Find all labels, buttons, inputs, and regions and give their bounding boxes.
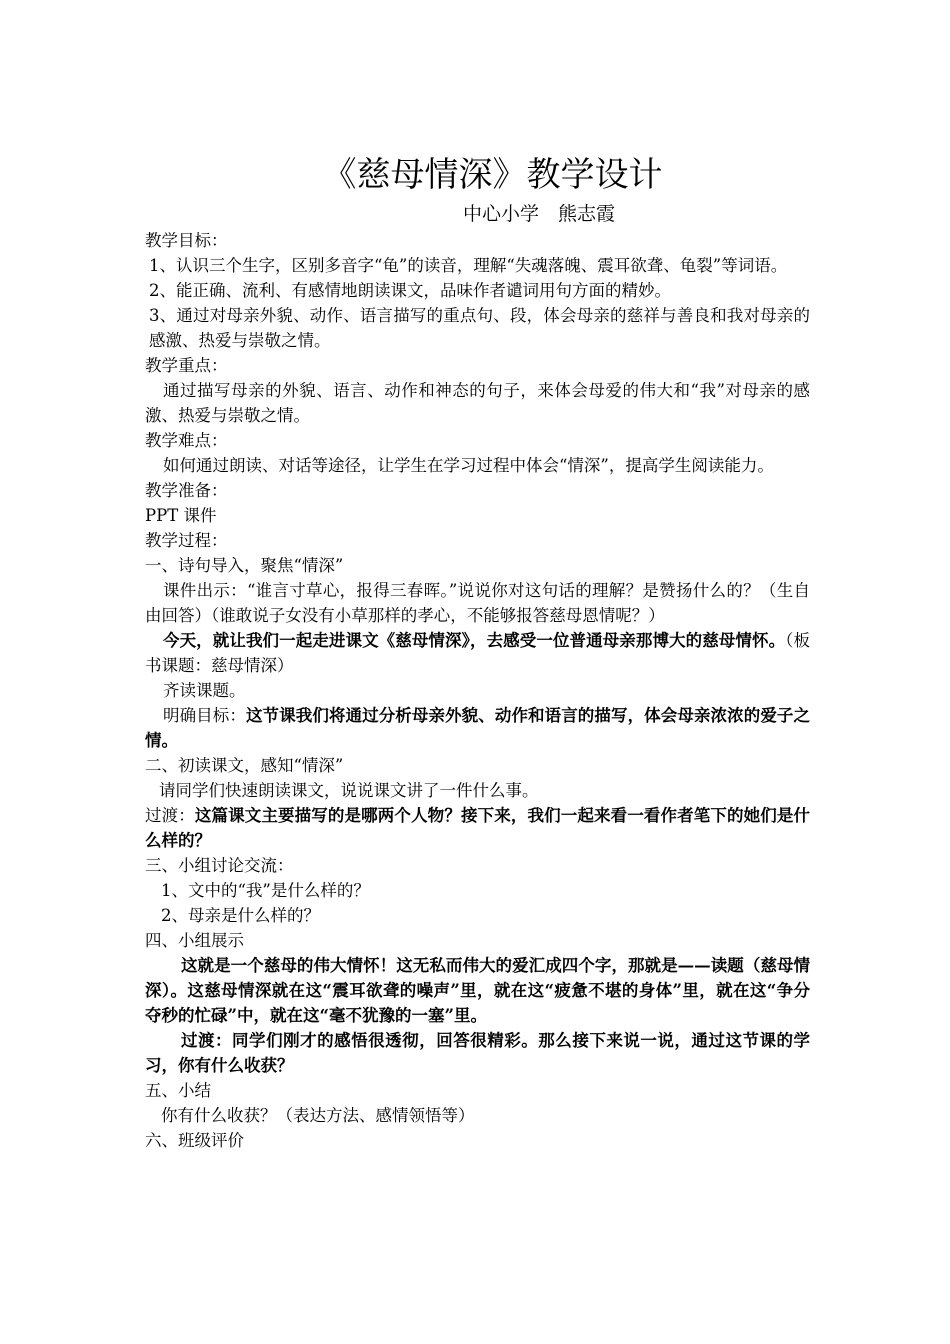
section-4-paragraph-1: 这就是一个慈母的伟大情怀！这无私而伟大的爱汇成四个字，那就是——读题（慈母情深）。这慈母情深就在这“震耳欲聋的噪声”里，就在这“疲惫不堪的身体”里，就在这“争分夺秒的忙碌”中，就在这“毫不犹豫的一塞”里。 (145, 956, 810, 1025)
section-1-paragraph-4 (145, 703, 810, 753)
process-heading: 教学过程： (145, 531, 228, 550)
section-1-paragraph-3: 齐读课题。 (163, 681, 246, 700)
difficulties-text: 如何通过朗读、对话等途径，让学生在学习过程中体会“情深”，提高学生阅读能力。 (163, 456, 774, 475)
section-1-heading: 一、诗句导入，聚焦“情深” (145, 556, 344, 575)
section-3-question-1: 1、文中的“我”是什么样的？ (161, 881, 370, 900)
section-2-paragraph-2-bold: 这篇课文主要描写的是哪两个人物？接下来，我们一起来看一看作者笔下的她们是什么样的？ (145, 806, 811, 850)
goal-item-1: 1、认识三个生字，区别多音字“龟”的读音，理解“失魂落魄、震耳欲聋、龟裂”等词语。 (149, 256, 788, 275)
section-2-paragraph-1: 请同学们快速朗读课文，说说课文讲了一件什么事。 (159, 781, 539, 800)
document-page (145, 150, 810, 1153)
section-6-heading: 六、班级评价 (145, 1131, 244, 1150)
goal-item-2: 2、能正确、流利、有感情地朗读课文，品味作者谴词用句方面的精妙。 (149, 281, 671, 300)
section-3-heading: 三、小组讨论交流： (145, 856, 294, 875)
goals-heading: 教学目标： (145, 231, 228, 250)
section-4-heading: 四、小组展示 (145, 931, 244, 950)
difficulties-heading: 教学难点： (145, 431, 228, 450)
section-3-question-2: 2、母亲是什么样的？ (161, 906, 320, 925)
section-5-heading: 五、小结 (145, 1081, 211, 1100)
key-points-text: 通过描写母亲的外貌、语言、动作和神态的句子，来体会母爱的伟大和“我”对母亲的感激、热爱与崇敬之情。 (145, 381, 810, 425)
author-line: 中心小学 熊志霞 (463, 203, 616, 225)
section-1-paragraph-2-note: （板书课题：慈母情深） (145, 631, 811, 675)
section-1-paragraph-4-bold: 这节课我们将通过分析母亲外貌、动作和语言的描写，体会母亲浓浓的爱子之情。 (145, 706, 811, 750)
section-2-paragraph-2-lead: 过渡： (145, 806, 195, 825)
section-2-paragraph-2 (145, 803, 810, 853)
section-2-heading: 二、初读课文，感知“情深” (145, 756, 344, 775)
preparation-text: PPT 课件 (145, 506, 217, 525)
preparation-heading: 教学准备： (145, 481, 228, 500)
section-1-paragraph-1: 课件出示：“谁言寸草心，报得三春晖。”说说你对这句话的理解？是赞扬什么的？（生自由回答）（谁敢说子女没有小草那样的孝心，不能够报答慈母恩情呢？） (145, 581, 810, 625)
section-1-paragraph-4-lead: 明确目标： (163, 706, 246, 725)
section-1-paragraph-2-bold: 今天，就让我们一起走进课文《慈母情深》，去感受一位普通母亲那博大的慈母情怀。 (163, 631, 786, 650)
section-1-paragraph-2 (145, 628, 810, 678)
document-title: 《慈母情深》教学设计 (322, 155, 663, 195)
section-5-paragraph-1: 你有什么收获？（表达方法、感情领悟等） (161, 1106, 475, 1125)
key-points-heading: 教学重点： (145, 356, 228, 375)
section-4-paragraph-2: 过渡：同学们刚才的感悟很透彻，回答很精彩。那么接下来说一说，通过这节课的学习，你有什么收获？ (145, 1031, 810, 1075)
goal-item-3: 3、通过对母亲外貌、动作、语言描写的重点句、段，体会母亲的慈祥与善良和我对母亲的感激、热爱与崇敬之情。 (149, 306, 810, 350)
